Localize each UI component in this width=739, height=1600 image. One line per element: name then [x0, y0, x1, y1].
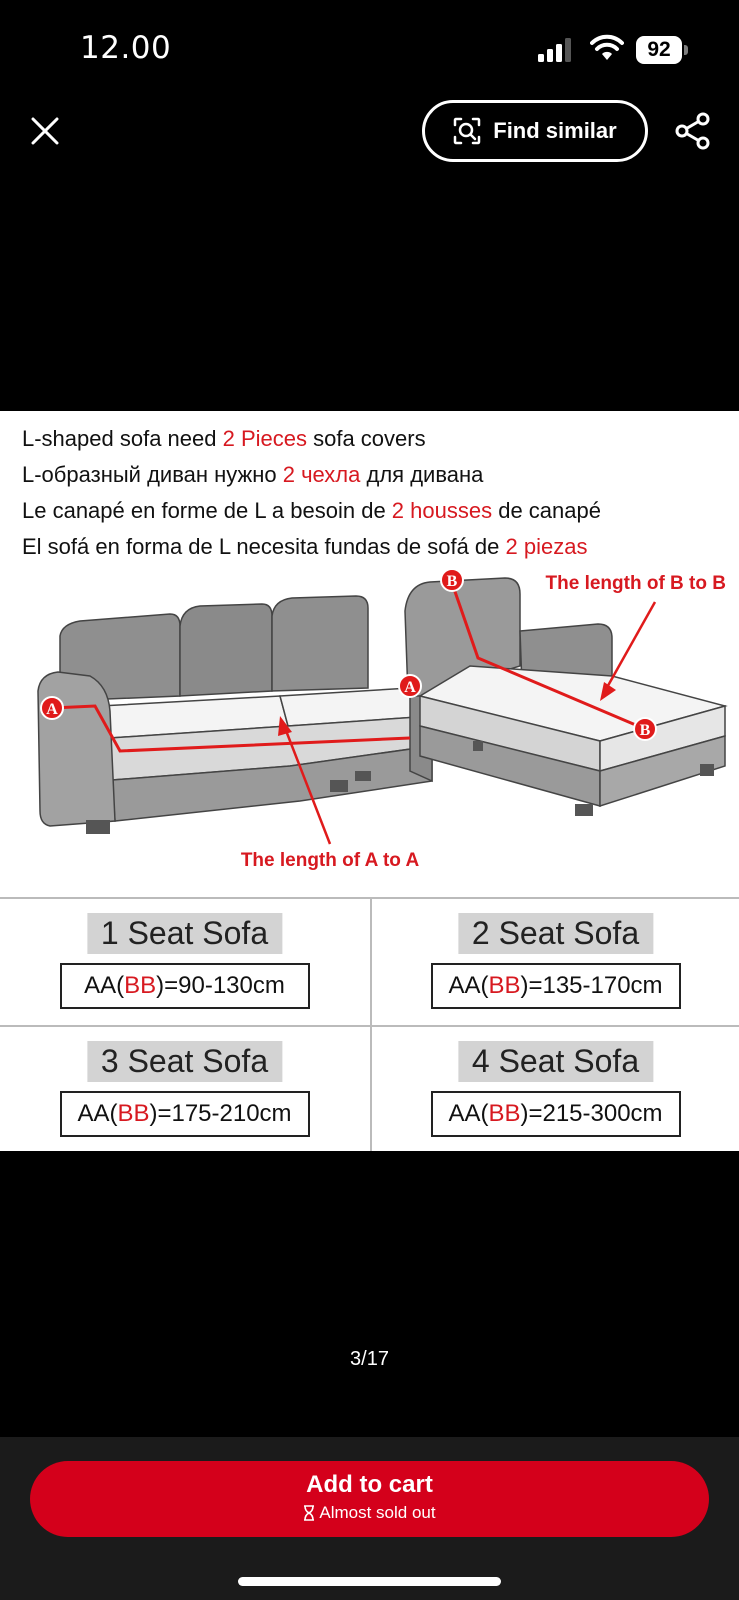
seat-dimension: AA(BB)=175-210cm: [60, 1091, 310, 1137]
close-button[interactable]: [22, 108, 68, 154]
marker-b-bottom-label: B: [639, 722, 651, 739]
size-table: [0, 897, 739, 1151]
seat-dimension: AA(BB)=215-300cm: [431, 1091, 681, 1137]
status-bar: [0, 0, 739, 100]
bottom-bar: [0, 1437, 739, 1600]
seat-label: 2 Seat Sofa: [458, 913, 653, 954]
image-search-icon: [453, 117, 481, 145]
description-lines: [22, 421, 601, 565]
seat-dimension: AA(BB)=90-130cm: [60, 963, 310, 1009]
description-line-fr: Le canapé en forme de L a besoin de 2 housses de canapé: [22, 498, 601, 523]
product-image[interactable]: [0, 411, 739, 1151]
battery-indicator: [636, 36, 688, 64]
status-time: 12.00: [80, 30, 172, 66]
seat-dimension: AA(BB)=135-170cm: [431, 963, 681, 1009]
share-icon: [674, 112, 712, 150]
size-cell-4-seat: [370, 1027, 739, 1151]
find-similar-button[interactable]: [422, 100, 648, 162]
description-line-en: L-shaped sofa need 2 Pieces sofa covers: [22, 426, 426, 451]
chaise-sofa-illustration: [405, 578, 725, 816]
gallery-page-counter: 3/17: [350, 1348, 389, 1370]
hourglass-icon: [303, 1505, 315, 1521]
size-row: [0, 897, 739, 1025]
add-to-cart-label: Add to cart: [306, 1471, 433, 1498]
find-similar-label: Find similar: [493, 118, 617, 143]
seat-label: 1 Seat Sofa: [87, 913, 282, 954]
size-cell-1-seat: [0, 899, 369, 1027]
wifi-icon: [590, 34, 624, 62]
close-icon: [30, 116, 60, 146]
seat-label: 4 Seat Sofa: [458, 1041, 653, 1082]
battery-tip: [684, 45, 688, 55]
add-to-cart-button[interactable]: [30, 1461, 709, 1537]
size-cell-3-seat: [0, 1027, 369, 1151]
share-button[interactable]: [670, 108, 716, 154]
stock-status: [30, 1503, 709, 1523]
cellular-signal-icon: [538, 38, 574, 62]
marker-b-top-label: B: [446, 573, 458, 590]
marker-a-left-label: A: [46, 701, 58, 718]
home-indicator: [238, 1577, 501, 1586]
battery-level: 92: [636, 36, 682, 64]
description-line-ru: L-образный диван нужно 2 чехла для дивана: [22, 462, 484, 487]
length-a-label: The length of A to A: [240, 850, 420, 871]
description-line-es: El sofá en forma de L necesita fundas de sofá de 2 piezas: [22, 534, 588, 559]
size-row: [0, 1025, 739, 1151]
sofa-diagram: [0, 566, 739, 891]
size-cell-2-seat: [370, 899, 739, 1027]
length-b-label: The length of B to B: [545, 573, 726, 594]
three-seat-sofa-illustration: [38, 596, 432, 834]
seat-label: 3 Seat Sofa: [87, 1041, 282, 1082]
marker-a-right-label: A: [404, 679, 416, 696]
stock-status-label: Almost sold out: [319, 1503, 436, 1522]
